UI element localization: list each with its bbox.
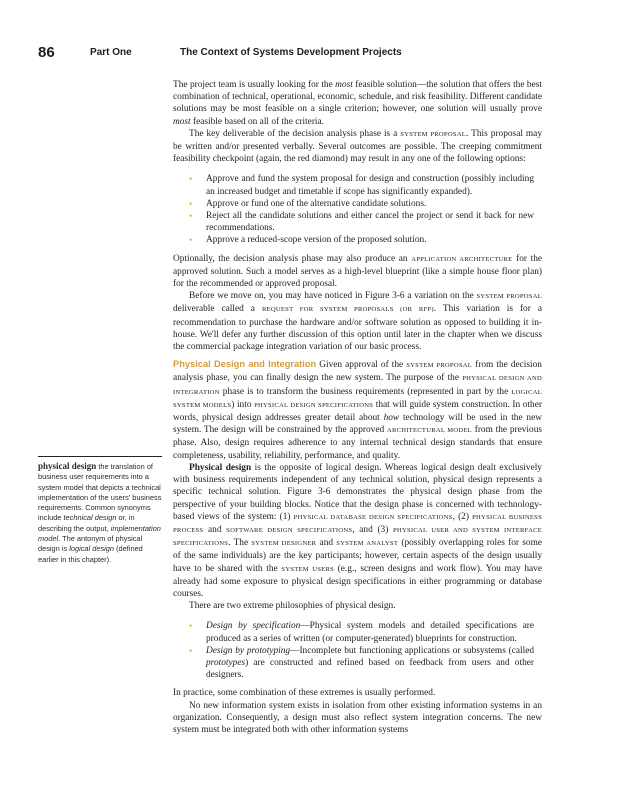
paragraph-two-philosophies: There are two extreme philosophies of physical design.: [189, 601, 396, 612]
list-item: • Design by prototyping—Incomplete but functioning applications or subsystems (called prototypes) are constructed and refined based on feedback from users and other designers.: [189, 645, 534, 682]
body-text: [173, 79, 542, 736]
paragraph-rfp-variation: Before we move on, you may have noticed in Figure 3-6 a variation on the SYSTEM PROPOSAL deliverable called a REQUEST FOR SYSTEM PROPOSALS (OR RFP). This variation is for a recommendation to purchase the hardware and/or software solution as opposed to building it in-house. We'll defer any further discussion of this option until later in the chapter when we discuss the commercial package integration variation of our basic process.: [173, 291, 542, 353]
list-item: • Approve and fund the system proposal for design and construction (possibly including an increased budget and timetable if scope has significantly expanded).: [189, 173, 534, 197]
paragraph-in-practice: In practice, some combination of these extremes is usually performed.: [173, 688, 436, 699]
list-item: • Approve or fund one of the alternative candidate solutions.: [189, 198, 534, 210]
list-item: • Reject all the candidate solutions and either cancel the project or send it back for new recommendations.: [189, 210, 534, 234]
list-item: • Approve a reduced-scope version of the proposed solution.: [189, 234, 534, 246]
paragraph-key-deliverable: The key deliverable of the decision analysis phase is a SYSTEM PROPOSAL. This proposal may be written and/or presented verbally. Several outcomes are possible. The creeping commitment feasibility checkpoint (again, the red diamond) may result in any one of the following options:: [173, 128, 542, 165]
checkpoint-options-list: [173, 173, 542, 246]
paragraph-system-integration: No new information system exists in isolation from other existing information systems in an organization. Consequently, a design must also reflect system integration concerns. The new system must be integrated both with other information systems: [173, 700, 542, 735]
list-item: • Design by specification—Physical system models and detailed specifications are produced as a series of written (or computer-generated) blueprints for construction.: [189, 620, 534, 644]
section-heading: Physical Design and Integration: [173, 359, 317, 370]
page-number: 86: [38, 44, 55, 61]
margin-glossary-note: physical design the translation of business user requirements into a system model that depicts a technical implementation of the users' business requirements. Common synonyms include technical design or, in describing the output, implementation model. The antonym of physical design is logical design (defined earlier in this chapter).: [38, 456, 162, 565]
part-label: Part One: [90, 47, 132, 58]
chapter-title: The Context of Systems Development Projects: [180, 47, 402, 58]
paragraph-physical-design-phase: Physical Design and Integration Given approval of the SYSTEM PROPOSAL from the decision analysis phase, you can finally design the new system. The purpose of the PHYSICAL DESIGN AND INTEGRATION phase is to transform the business requirements (represented in part by the LOGICAL SYSTEM MODELS) into PHYSICAL DESIGN SPECIFICATIONS that will guide system construction. In other words, physical design addresses greater detail about how technology will be used in the new system. The design will be constrained by the approved ARCHITECTURAL MODEL from the previous phase. Also, design requires adherence to any internal technical design standards that ensure completeness, usability, reliability, performance, and quality.: [173, 359, 543, 461]
paragraph-application-architecture: Optionally, the decision analysis phase may also produce an APPLICATION ARCHITECTURE for the approved solution. Such a model serves as a high-level blueprint (like a simple house floor plan) for the recommended or approved proposal.: [173, 253, 543, 290]
paragraph-most-feasible: The project team is usually looking for the most feasible solution—the solution that offers the best combination of technical, operational, economic, schedule, and risk feasibility. Different candidate solutions may be most feasible on a single criterion; however, one solution will usually prove most feasible based on all of the criteria.: [173, 80, 542, 127]
paragraph-physical-design-definition: Physical design is the opposite of logical design. Whereas logical design dealt exclusively with business requirements independent of any technical solution, physical design represents a specific technical solution. Figure 3-6 demonstrates the physical design phase from the perspective of your building blocks. Notice that the design phase is concerned with technology-based views of the system: (1) PHYSICAL DATABASE DESIGN SPECIFICATIONS, (2) PHYSICAL BUSINESS PROCESS and SOFTWARE DESIGN SPECIFICATIONS, and (3) PHYSICAL USER AND SYSTEM INTERFACE SPECIFICATIONS. The SYSTEM DESIGNER and SYSTEM ANALYST (possibly overlapping roles for some of the same individuals) are the key participants; however, certain aspects of the design usually have to be shared with the SYSTEM USERS (e.g., screen designs and work flow). You may have already had some exposure to physical design specifications in either programming or database courses.: [173, 462, 543, 599]
glossary-term: physical design: [38, 461, 97, 471]
design-philosophies-list: [173, 620, 542, 681]
